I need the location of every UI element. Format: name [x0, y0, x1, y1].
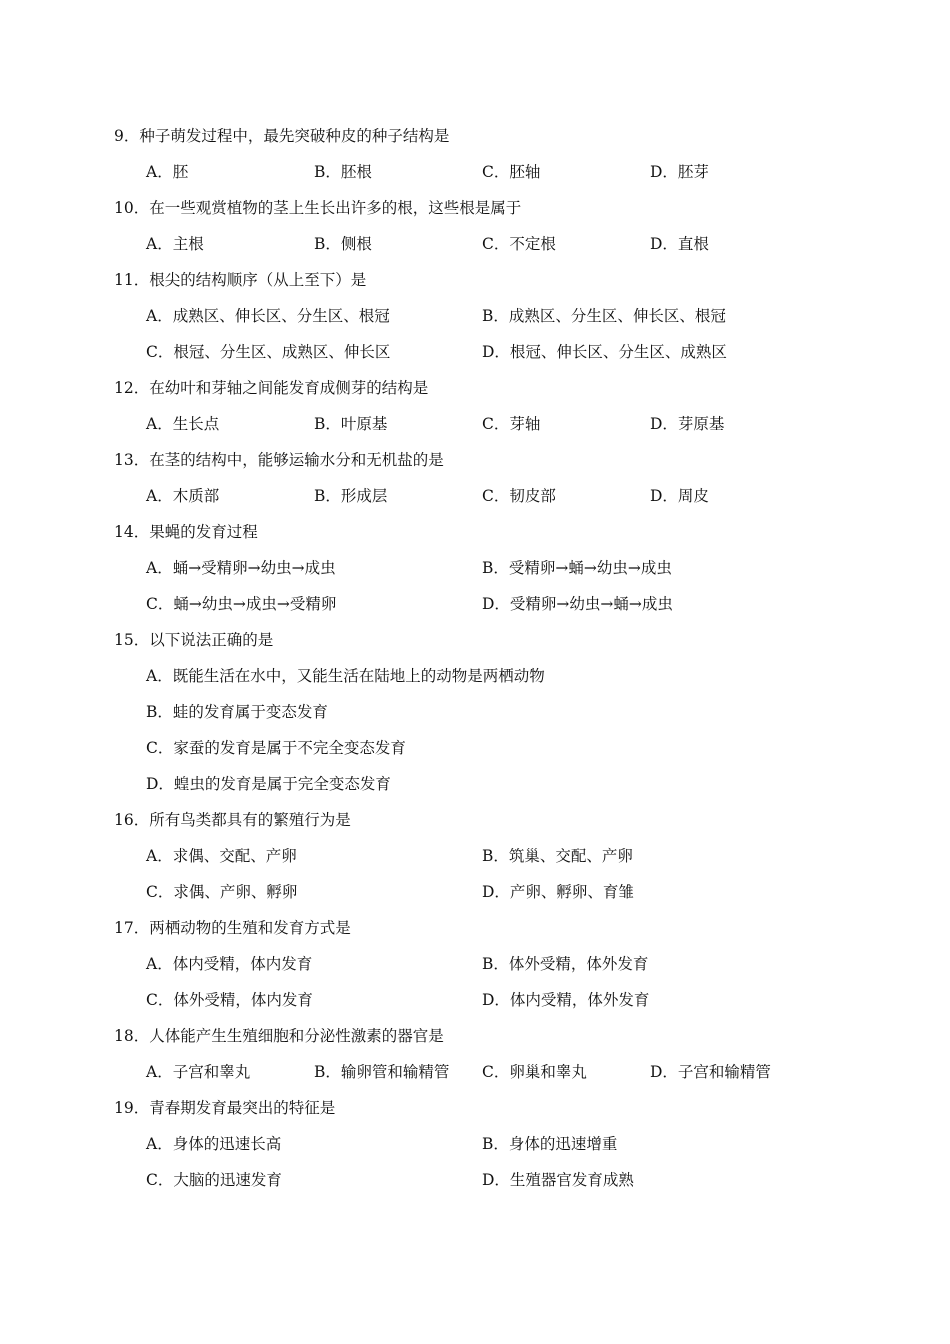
answer-option: C．家蚕的发育是属于不完全变态发育	[146, 739, 406, 757]
question-stem: 19．青春期发育最突出的特征是	[114, 1099, 336, 1117]
answer-option: D．受精卵→幼虫→蛹→成虫	[482, 595, 673, 613]
answer-option: B．蛙的发育属于变态发育	[146, 703, 328, 721]
answer-option: D．芽原基	[650, 415, 725, 433]
question-stem: 9．种子萌发过程中，最先突破种皮的种子结构是	[114, 127, 450, 145]
answer-option: C．根冠、分生区、成熟区、伸长区	[146, 343, 391, 361]
answer-option: B．成熟区、分生区、伸长区、根冠	[482, 307, 726, 325]
answer-option: B．输卵管和输精管	[314, 1063, 450, 1081]
answer-option: D．周皮	[650, 487, 709, 505]
question-stem: 14．果蝇的发育过程	[114, 523, 258, 541]
answer-option: C．卵巢和睾丸	[482, 1063, 587, 1081]
answer-option: A．木质部	[146, 487, 220, 505]
answer-option: D．产卵、孵卵、育雏	[482, 883, 634, 901]
answer-option: B．形成层	[314, 487, 388, 505]
answer-option: C．韧皮部	[482, 487, 556, 505]
answer-option: A．胚	[146, 163, 189, 181]
answer-option: A．身体的迅速长高	[146, 1135, 282, 1153]
answer-option: B．受精卵→蛹→幼虫→成虫	[482, 559, 672, 577]
answer-option: D．子宫和输精管	[650, 1063, 771, 1081]
answer-option: A．生长点	[146, 415, 220, 433]
answer-option: A．蛹→受精卵→幼虫→成虫	[146, 559, 336, 577]
answer-option: D．蝗虫的发育是属于完全变态发育	[146, 775, 391, 793]
question-stem: 10．在一些观赏植物的茎上生长出许多的根，这些根是属于	[114, 199, 522, 217]
answer-option: A．成熟区、伸长区、分生区、根冠	[146, 307, 390, 325]
answer-option: A．既能生活在水中，又能生活在陆地上的动物是两栖动物	[146, 667, 545, 685]
answer-option: B．身体的迅速增重	[482, 1135, 618, 1153]
question-stem: 16．所有鸟类都具有的繁殖行为是	[114, 811, 351, 829]
answer-option: B．侧根	[314, 235, 372, 253]
answer-option: A．子宫和睾丸	[146, 1063, 251, 1081]
answer-option: D．胚芽	[650, 163, 709, 181]
answer-option: C．体外受精，体内发育	[146, 991, 313, 1009]
answer-option: C．不定根	[482, 235, 556, 253]
question-stem: 11．根尖的结构顺序（从上至下）是	[114, 271, 367, 289]
answer-option: C．求偶、产卵、孵卵	[146, 883, 298, 901]
answer-option: B．胚根	[314, 163, 372, 181]
question-stem: 15．以下说法正确的是	[114, 631, 274, 649]
question-stem: 17．两栖动物的生殖和发育方式是	[114, 919, 351, 937]
answer-option: B．叶原基	[314, 415, 388, 433]
answer-option: A．主根	[146, 235, 204, 253]
answer-option: B．体外受精，体外发育	[482, 955, 649, 973]
answer-option: C．大脑的迅速发育	[146, 1171, 282, 1189]
answer-option: C．芽轴	[482, 415, 541, 433]
answer-option: A．体内受精，体内发育	[146, 955, 313, 973]
answer-option: D．根冠、伸长区、分生区、成熟区	[482, 343, 727, 361]
answer-option: D．生殖器官发育成熟	[482, 1171, 634, 1189]
question-stem: 18．人体能产生生殖细胞和分泌性激素的器官是	[114, 1027, 444, 1045]
answer-option: B．筑巢、交配、产卵	[482, 847, 633, 865]
question-stem: 12．在幼叶和芽轴之间能发育成侧芽的结构是	[114, 379, 429, 397]
answer-option: D．体内受精，体外发育	[482, 991, 650, 1009]
answer-option: A．求偶、交配、产卵	[146, 847, 297, 865]
answer-option: D．直根	[650, 235, 709, 253]
question-stem: 13．在茎的结构中，能够运输水分和无机盐的是	[114, 451, 444, 469]
answer-option: C．胚轴	[482, 163, 541, 181]
answer-option: C．蛹→幼虫→成虫→受精卵	[146, 595, 337, 613]
